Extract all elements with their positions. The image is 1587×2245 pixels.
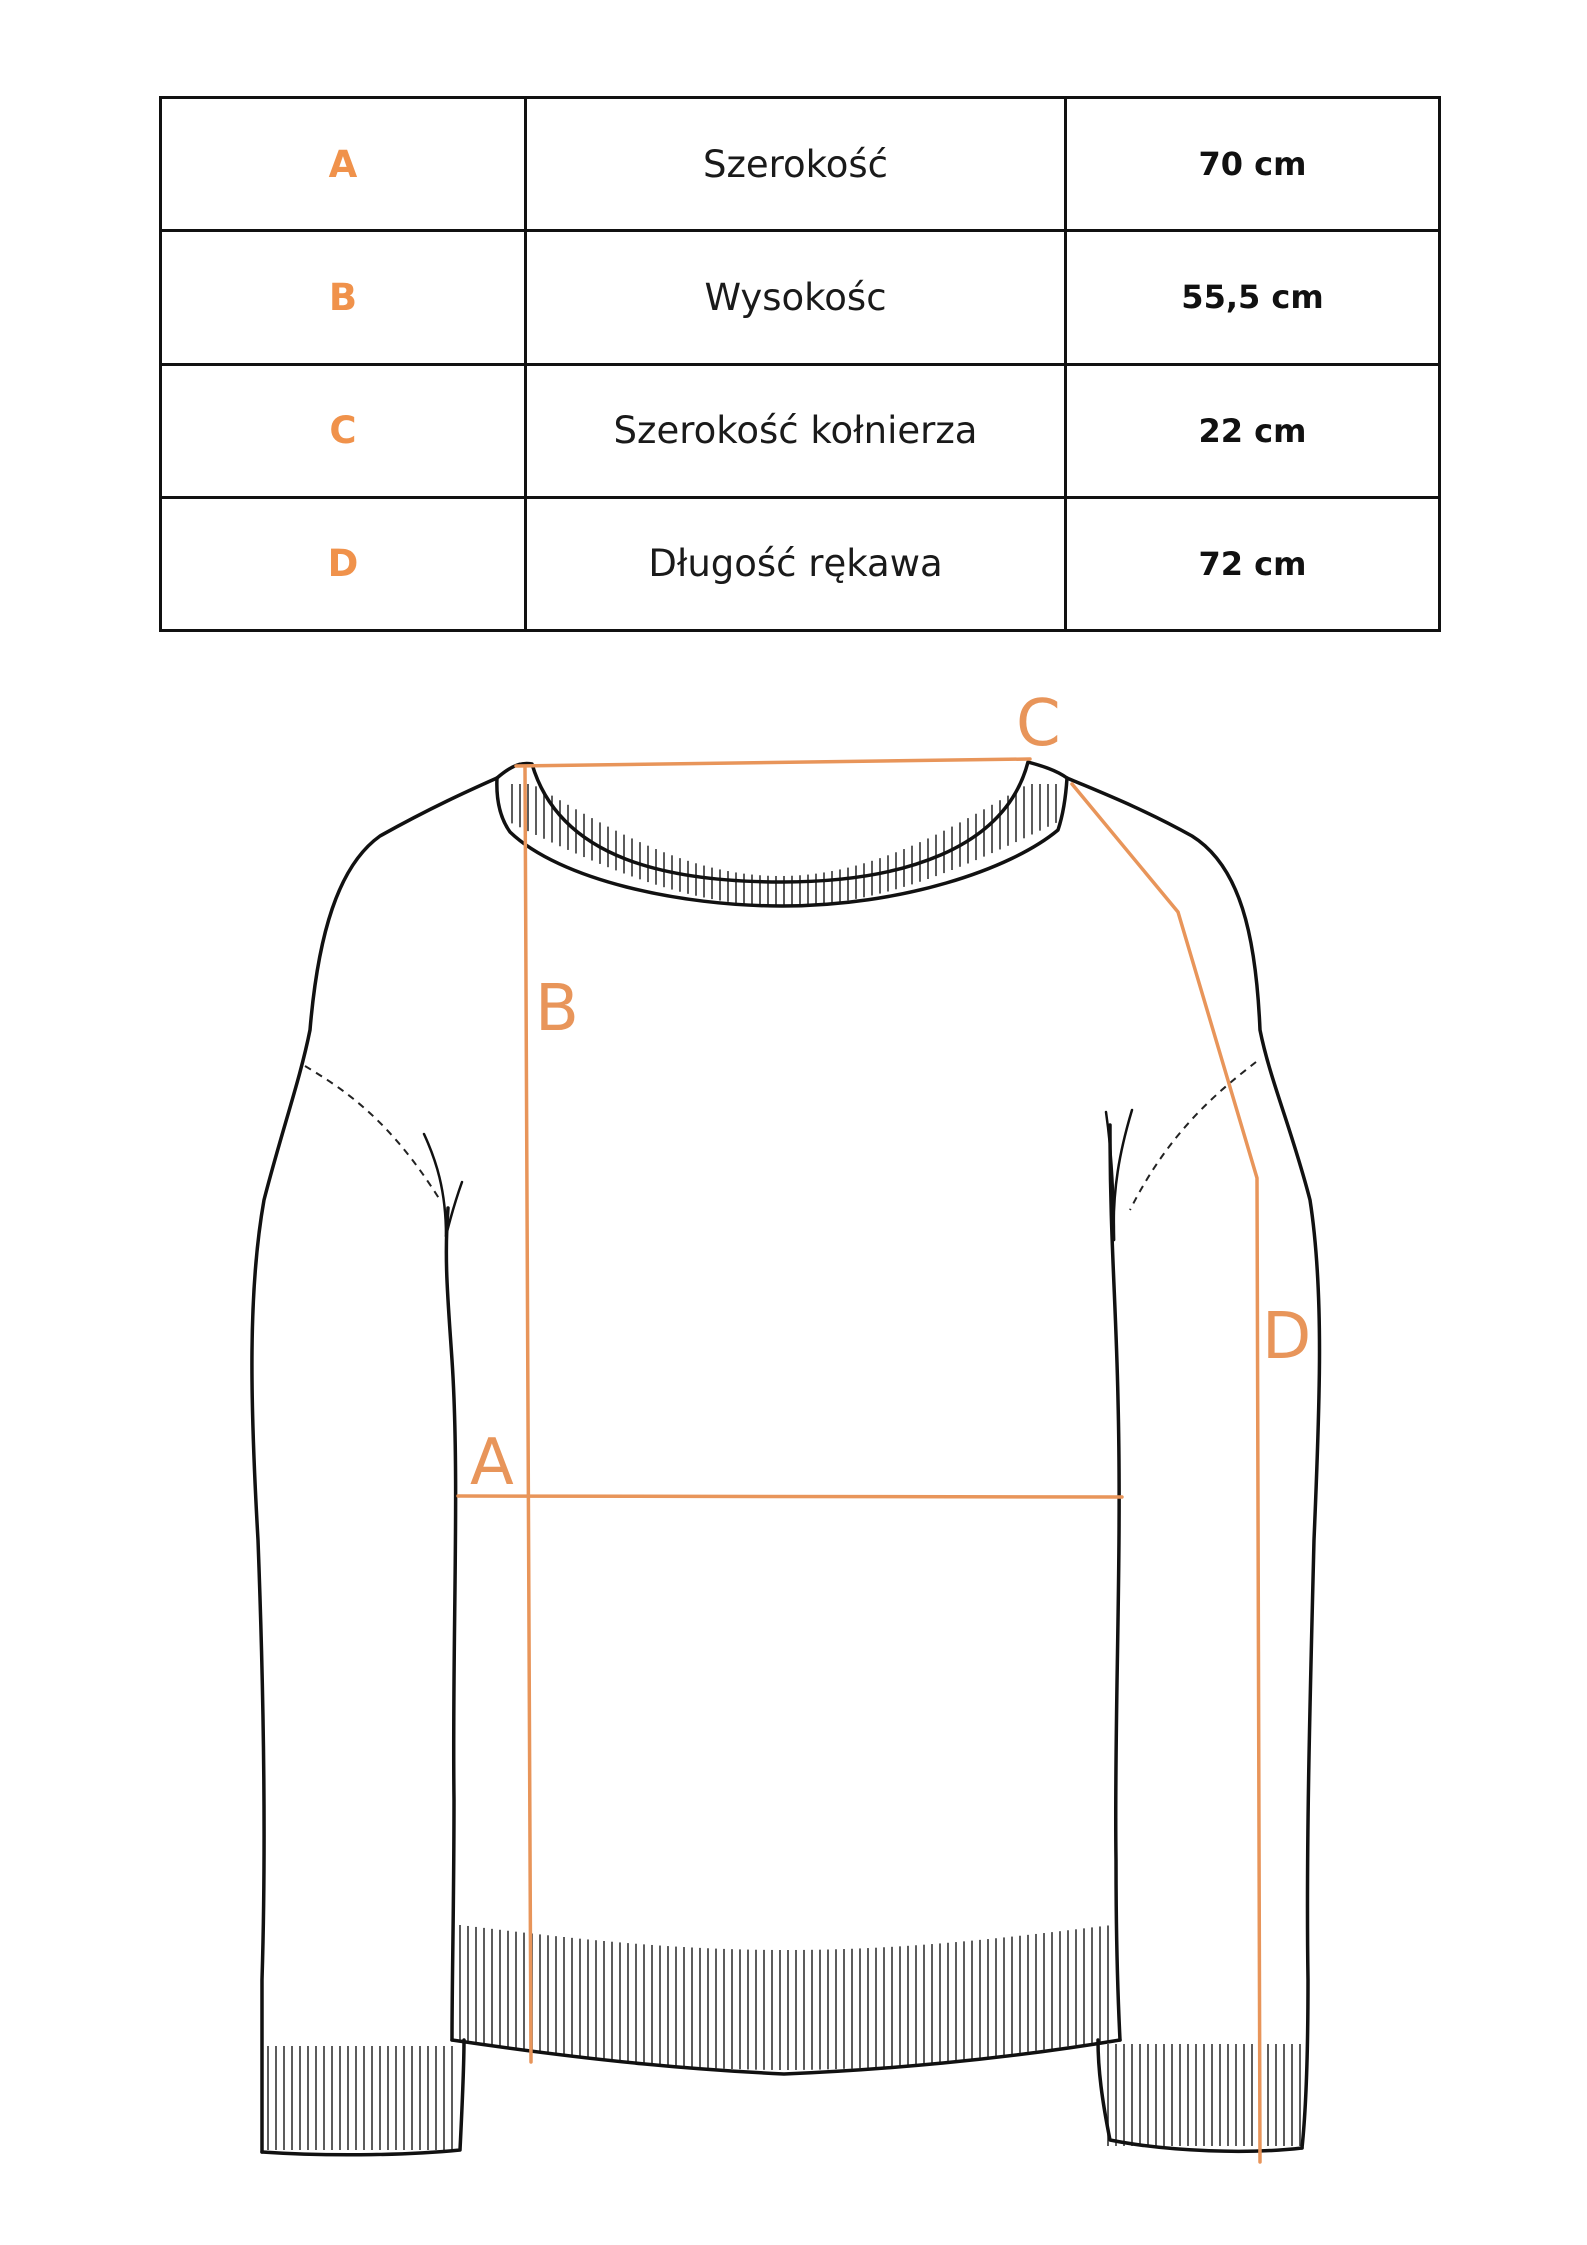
right-cuff-outline	[1098, 2040, 1302, 2151]
body-right-side	[1110, 1125, 1120, 2040]
left-cuff-rib	[268, 2046, 452, 2150]
measurement-name: Szerokość kołnierza	[526, 364, 1066, 497]
measurement-letter: C	[161, 364, 526, 497]
measurement-name: Szerokość	[526, 98, 1066, 231]
label-c: C	[1016, 687, 1061, 761]
measurement-value: 70 cm	[1066, 98, 1440, 231]
measurement-name: Długość rękawa	[526, 497, 1066, 630]
right-cuff-rib	[1108, 2044, 1300, 2146]
label-d: D	[1262, 1300, 1312, 1374]
measurement-letter: B	[161, 231, 526, 364]
right-seam-dashed	[1130, 1062, 1256, 1210]
measurement-letter: A	[161, 98, 526, 231]
measurement-letter: D	[161, 497, 526, 630]
measure-line-c	[516, 759, 1030, 766]
label-b: B	[535, 972, 579, 1046]
neckline-outer	[497, 762, 1067, 882]
sweater-right-outline	[1067, 778, 1320, 2148]
measurement-value: 22 cm	[1066, 364, 1440, 497]
hem-rib	[460, 1925, 1108, 2070]
right-underarm-fold	[1114, 1110, 1132, 1240]
measurement-name: Wysokośc	[526, 231, 1066, 364]
neckline-inner	[497, 778, 1067, 906]
measure-line-a	[458, 1496, 1122, 1497]
body-left-side	[446, 1208, 455, 2040]
measurement-value: 55,5 cm	[1066, 231, 1440, 364]
measure-line-b	[525, 768, 531, 2062]
measurement-value: 72 cm	[1066, 497, 1440, 630]
left-underarm-fold	[424, 1134, 446, 1236]
label-a: A	[470, 1426, 514, 1500]
left-seam-dashed	[305, 1066, 440, 1200]
